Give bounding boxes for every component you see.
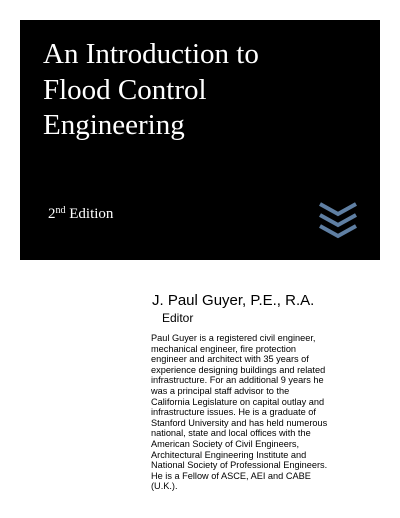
title-line: Engineering: [43, 109, 185, 141]
bio-line: experience designing buildings and related: [151, 364, 326, 375]
chevron-stroke: [320, 204, 356, 214]
author-name: J. Paul Guyer, P.E., R.A.: [152, 292, 315, 309]
bio-line: Stanford University and has held numerous: [151, 417, 328, 428]
bio-line: American Society of Civil Engineers,: [151, 438, 300, 449]
edition-number: 2: [48, 206, 56, 222]
chevron-stroke: [320, 226, 356, 236]
bio-line: Paul Guyer is a registered civil engineer,: [151, 333, 316, 343]
bio-line: He is a Fellow of ASCE, AEI and CABE: [151, 470, 311, 481]
bio-line: national, state and local offices with the: [151, 428, 311, 439]
bio-line: infrastructure issues. He is a graduate of: [151, 407, 316, 418]
edition-suffix: nd: [55, 205, 66, 216]
title-line: An Introduction to: [43, 38, 259, 70]
bio-line: was a principal staff advisor to the: [151, 385, 290, 396]
author-role: Editor: [162, 311, 194, 325]
bio-line: mechanical engineer, fire protection: [151, 343, 297, 354]
bio-line: infrastructure. For an additional 9 years he: [151, 375, 324, 386]
bio-line: Architectural Engineering Institute and: [151, 449, 307, 460]
bio-line: engineer and architect with 35 years of: [151, 354, 309, 365]
bio-line: California Legislature on capital outlay and: [151, 396, 325, 407]
author-bio: [151, 333, 391, 492]
title-line: Flood Control: [43, 73, 207, 106]
edition-label: [48, 205, 113, 223]
chevron-stroke: [320, 215, 356, 225]
book-title: [43, 37, 373, 144]
bio-line: National Society of Professional Engineers.: [151, 460, 328, 471]
bio-line: (U.K.).: [151, 481, 178, 492]
chevron-down-icon: [317, 201, 359, 239]
edition-word: Edition: [69, 206, 114, 222]
